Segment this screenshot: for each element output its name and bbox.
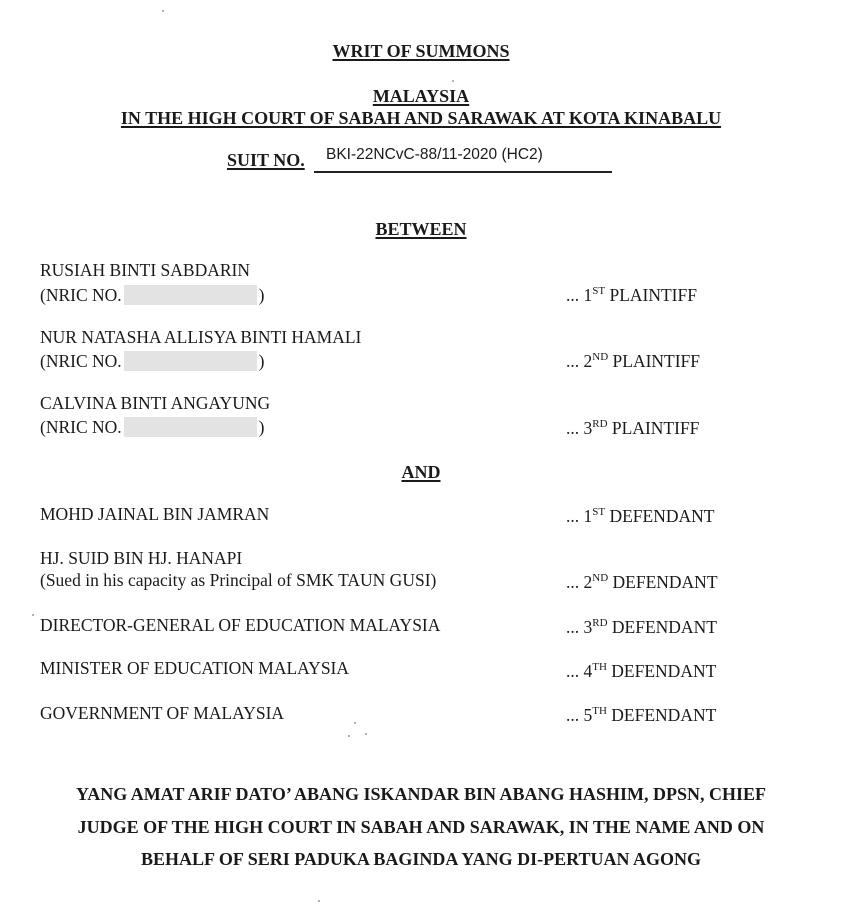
plaintiff-3-name: CALVINA BINTI ANGAYUNG [40,393,271,413]
scan-speck [452,80,454,82]
defendant-4-name: MINISTER OF EDUCATION MALAYSIA [40,658,350,678]
plaintiff-1-nric: (NRIC NO. ) [40,285,265,305]
suit-number-label: SUIT NO. [227,150,305,170]
defendant-4-role: ... 4TH DEFENDANT [566,661,717,681]
plaintiff-2-role: ... 2ND PLAINTIFF [566,351,701,371]
and-heading: AND [401,462,441,482]
scan-speck [318,900,320,902]
judge-line-3: BEHALF OF SERI PADUKA BAGINDA YANG DI-PERTUAN AGONG [141,849,701,869]
document-title: WRIT OF SUMMONS [332,41,510,61]
scan-speck [32,614,34,616]
defendant-2-name: HJ. SUID BIN HJ. HANAPI [40,548,243,568]
defendant-5-role: ... 5TH DEFENDANT [566,705,717,725]
country-heading: MALAYSIA [372,86,470,106]
defendant-2-capacity-note: (Sued in his capacity as Principal of SMK TAUN GUSI) [40,570,437,590]
redacted-nric-box [124,285,257,305]
defendant-5-name: GOVERNMENT OF MALAYSIA [40,703,285,723]
plaintiff-3-role: ... 3RD PLAINTIFF [566,418,700,438]
plaintiff-2-name: NUR NATASHA ALLISYA BINTI HAMALI [40,327,362,347]
defendant-3-name: DIRECTOR-GENERAL OF EDUCATION MALAYSIA [40,615,441,635]
defendant-3-role: ... 3RD DEFENDANT [566,617,717,637]
defendant-1-role: ... 1ST DEFENDANT [566,506,715,526]
between-heading: BETWEEN [375,219,467,239]
judge-line-1: YANG AMAT ARIF DATO’ ABANG ISKANDAR BIN ABANG HASHIM, DPSN, CHIEF [75,784,767,804]
plaintiff-1-name: RUSIAH BINTI SABDARIN [40,260,251,280]
defendant-2-role: ... 2ND DEFENDANT [566,572,718,592]
scan-speck [354,722,356,724]
redacted-nric-box [124,351,257,371]
court-heading: IN THE HIGH COURT OF SABAH AND SARAWAK AT KOTA KINABALU [120,108,722,128]
defendant-1-name: MOHD JAINAL BIN JAMRAN [40,504,270,524]
plaintiff-2-nric: (NRIC NO. ) [40,351,265,371]
suit-number-underline [314,171,612,173]
redacted-nric-box [124,417,257,437]
scan-speck [162,10,164,12]
plaintiff-1-role: ... 1ST PLAINTIFF [566,285,697,305]
plaintiff-3-nric: (NRIC NO. ) [40,417,265,437]
judge-line-2: JUDGE OF THE HIGH COURT IN SABAH AND SARAWAK, IN THE NAME AND ON [77,817,765,837]
scan-speck [348,735,350,737]
scan-speck [365,733,367,735]
suit-number-value: BKI-22NCvC-88/11-2020 (HC2) [326,146,543,163]
